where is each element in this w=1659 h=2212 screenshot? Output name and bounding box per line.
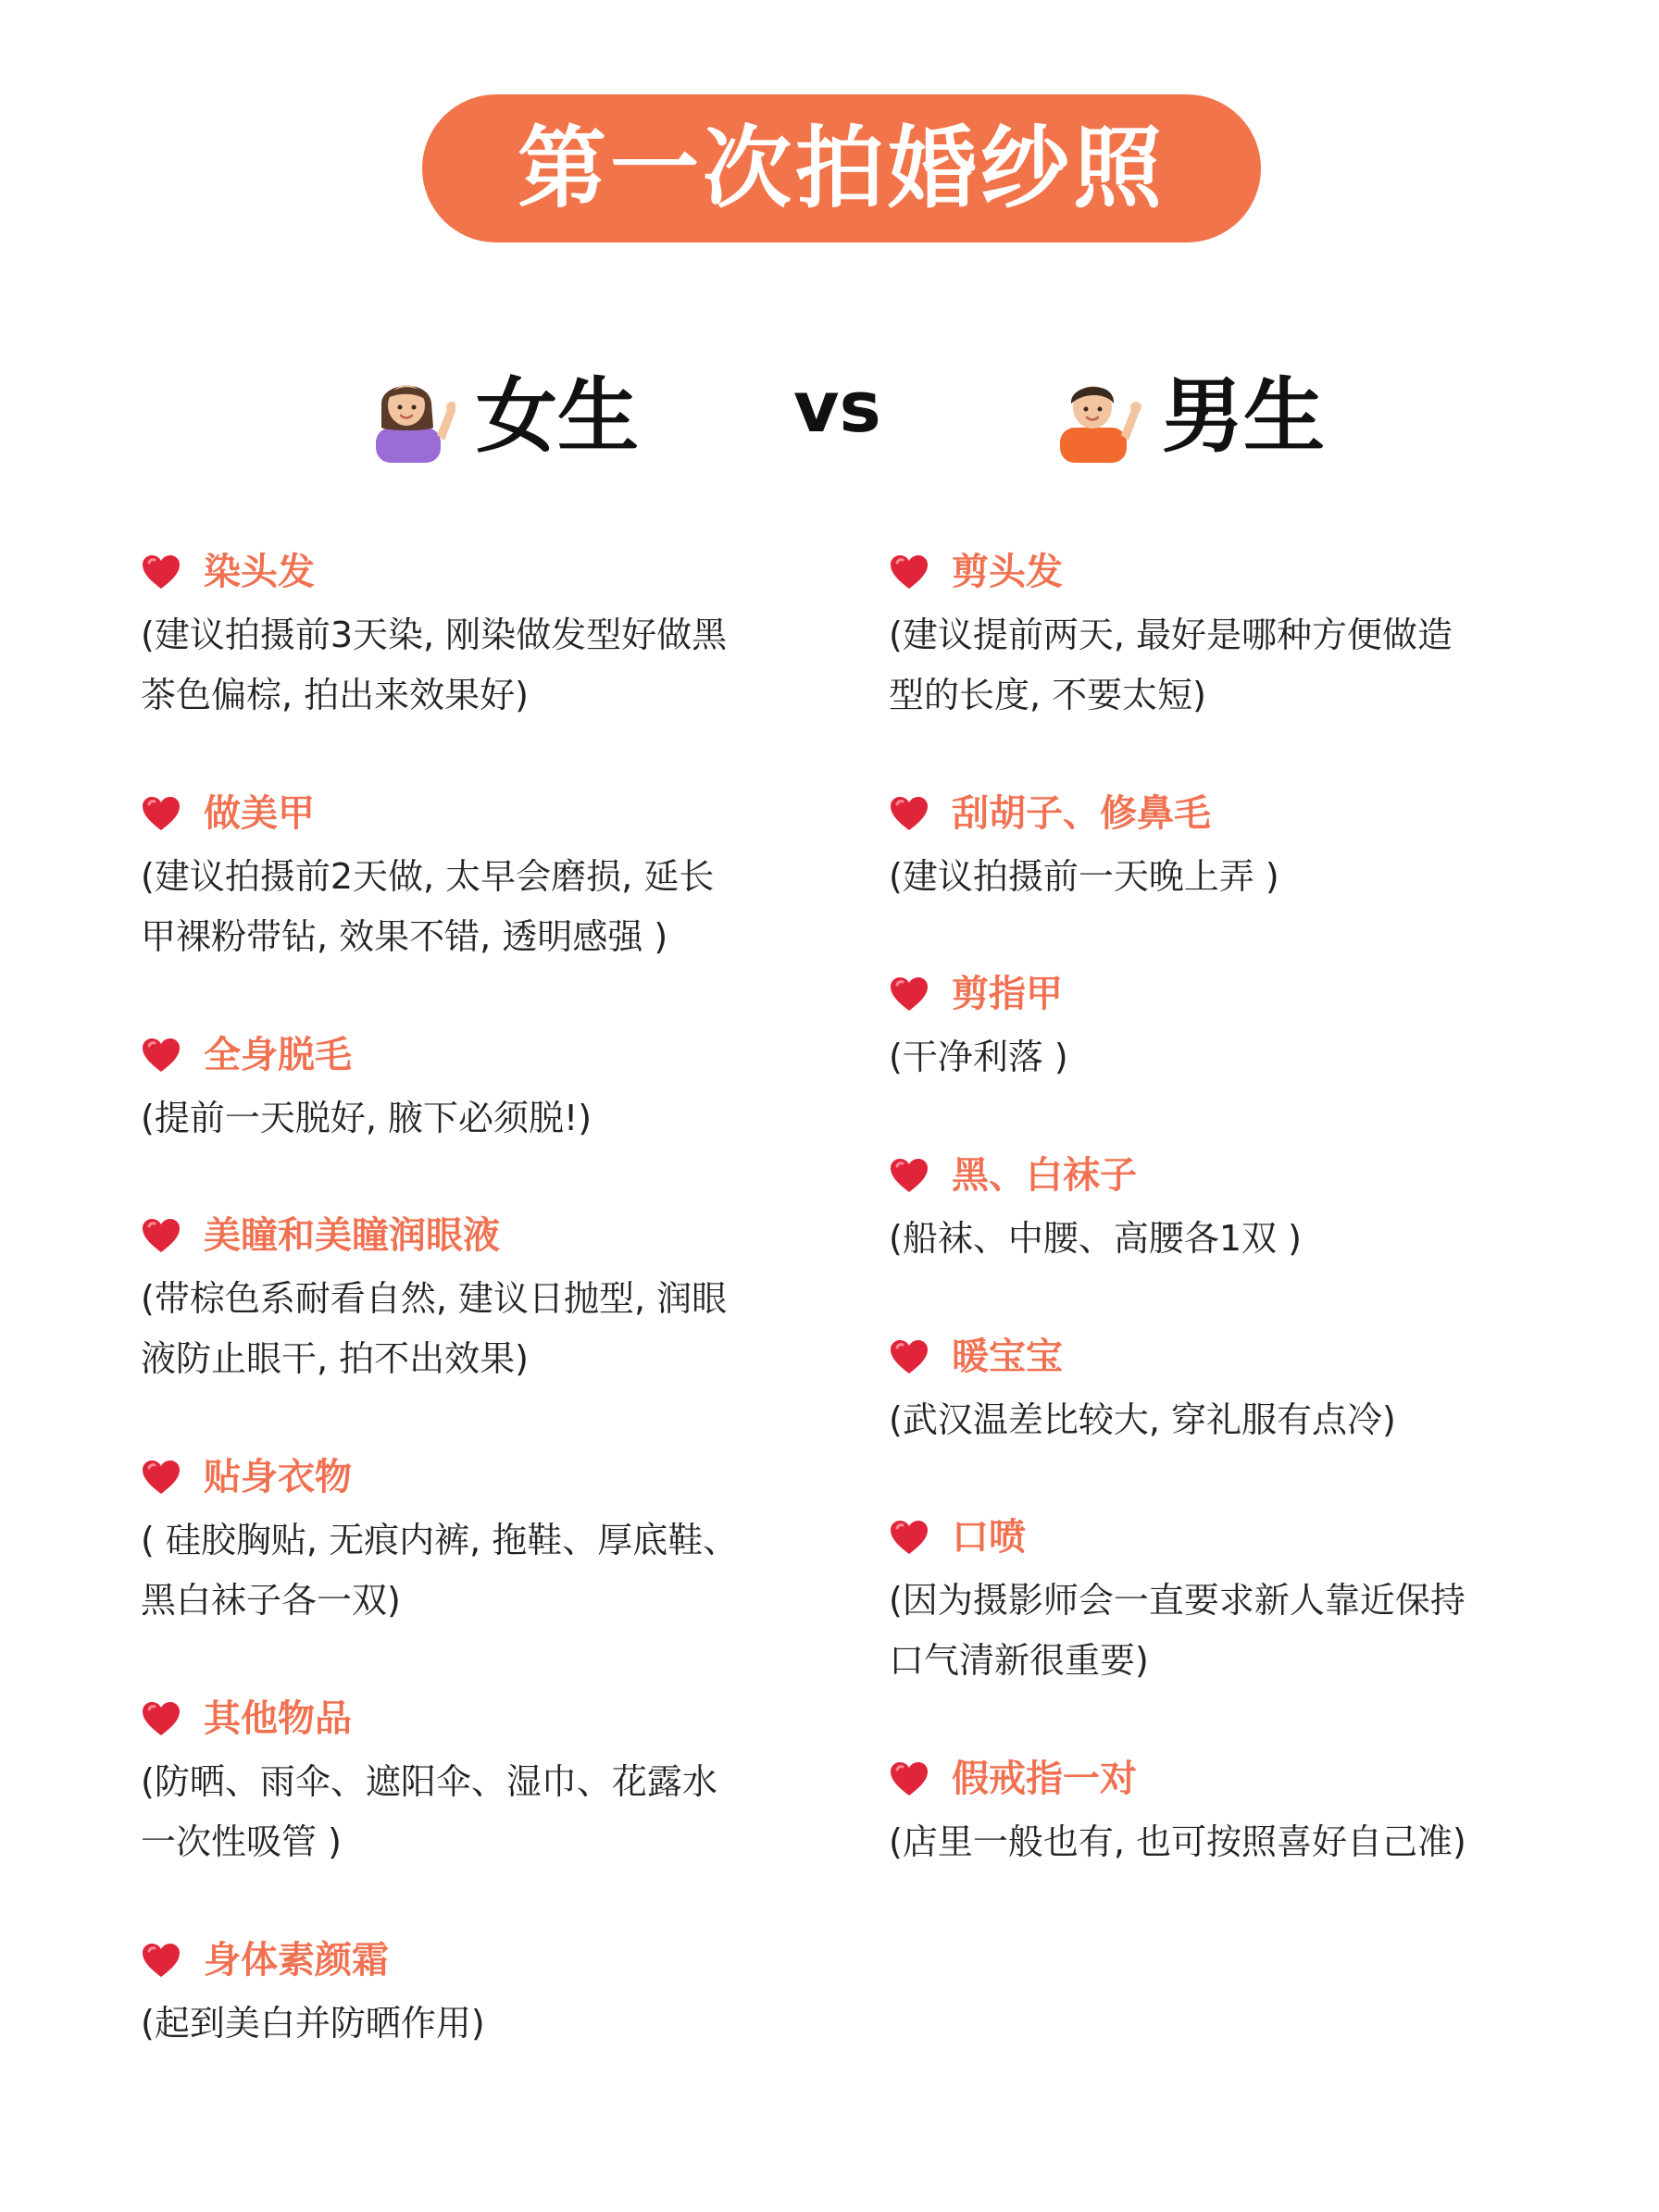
list-item <box>889 788 1555 907</box>
item-title: 假戒指一对 <box>952 1758 1137 1800</box>
list-item <box>141 788 807 967</box>
heart-icon <box>889 1157 929 1194</box>
heart-icon <box>889 795 929 832</box>
item-note: (店里一般也有, 也可按照喜好自己准) <box>889 1821 1466 1862</box>
item-note: (建议拍摄前2天做, 太早会磨损, 延长 甲裸粉带钻, 效果不错, 透明感强 ) <box>141 856 715 957</box>
heart-icon <box>141 795 181 832</box>
heart-icon <box>889 1760 929 1797</box>
heart-icon <box>141 1037 181 1074</box>
title-banner <box>422 94 1261 242</box>
item-note: (带棕色系耐看自然, 建议日抛型, 润眼 液防止眼干, 拍不出效果) <box>141 1278 728 1379</box>
heart-icon <box>889 1519 929 1556</box>
item-note: (因为摄影师会一直要求新人靠近保持 口气清新很重要) <box>889 1580 1466 1681</box>
item-title: 美瞳和美瞳润眼液 <box>204 1214 500 1257</box>
item-note: (提前一天脱好, 腋下必须脱!) <box>141 1098 592 1138</box>
item-title: 黑、白袜子 <box>952 1154 1137 1197</box>
item-note: (建议提前两天, 最好是哪种方便做造 型的长度, 不要太短) <box>889 615 1453 715</box>
item-title: 口喷 <box>952 1516 1026 1559</box>
item-title: 做美甲 <box>204 792 315 835</box>
item-title: 贴身衣物 <box>204 1456 352 1498</box>
person-tipping-hand-icon <box>1049 370 1141 463</box>
item-title: 剪指甲 <box>952 973 1063 1015</box>
item-title: 刮胡子、修鼻毛 <box>952 792 1211 835</box>
list-item <box>889 1149 1555 1269</box>
list-item <box>141 1451 807 1631</box>
item-note: (武汉温差比较大, 穿礼服有点冷) <box>889 1399 1396 1440</box>
male-label: 男生 <box>1162 368 1326 464</box>
item-note: ( 硅胶胸贴, 无痕内裤, 拖鞋、厚底鞋、 黑白袜子各一双) <box>141 1520 739 1621</box>
heart-icon <box>141 1700 181 1737</box>
item-note: (干净利落 ) <box>889 1037 1068 1077</box>
list-item <box>889 546 1555 726</box>
item-title: 剪头发 <box>952 551 1063 593</box>
woman-tipping-hand-icon <box>363 370 455 463</box>
heart-icon <box>889 553 929 590</box>
item-note: (建议拍摄前一天晚上弄 ) <box>889 856 1279 897</box>
item-title: 染头发 <box>204 551 315 593</box>
heart-icon <box>889 1338 929 1375</box>
list-item <box>141 1693 807 1872</box>
heart-icon <box>141 1942 181 1979</box>
vs-label: vs <box>793 366 881 448</box>
list-item <box>889 1511 1555 1691</box>
item-title: 其他物品 <box>204 1697 352 1740</box>
list-item <box>141 1934 807 2054</box>
page-title: 第一次拍婚纱照 <box>518 117 1166 220</box>
female-label: 女生 <box>476 368 640 464</box>
heart-icon <box>141 553 181 590</box>
item-note: (船袜、中腰、高腰各1双 ) <box>889 1218 1302 1259</box>
item-note: (防晒、雨伞、遮阳伞、湿巾、花露水 一次性吸管 ) <box>141 1761 717 1862</box>
item-title: 身体素颜霜 <box>204 1939 389 1982</box>
female-header <box>363 366 639 467</box>
list-item <box>141 1210 807 1389</box>
male-header <box>1049 366 1325 467</box>
heart-icon <box>141 1459 181 1496</box>
item-title: 暖宝宝 <box>952 1336 1063 1378</box>
list-item <box>889 1331 1555 1450</box>
heart-icon <box>141 1217 181 1254</box>
heart-icon <box>889 976 929 1013</box>
list-item <box>889 1753 1555 1872</box>
list-item <box>889 968 1555 1087</box>
list-item <box>141 546 807 726</box>
item-note: (起到美白并防晒作用) <box>141 2003 485 2044</box>
item-title: 全身脱毛 <box>204 1034 352 1076</box>
list-item <box>141 1029 807 1149</box>
item-note: (建议拍摄前3天染, 刚染做发型好做黑 茶色偏棕, 拍出来效果好) <box>141 615 728 715</box>
